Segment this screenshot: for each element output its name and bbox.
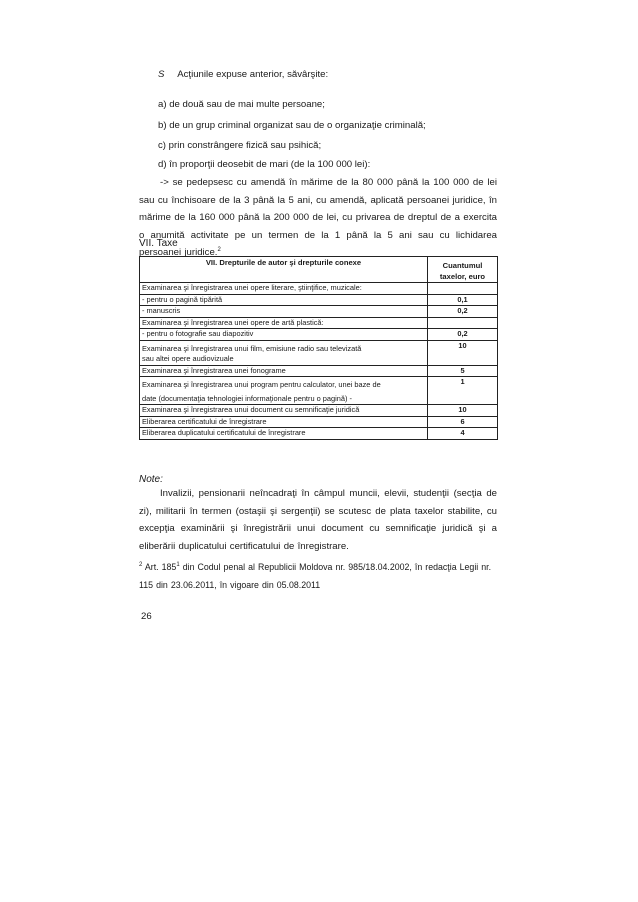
table-header-left: VII. Drepturile de autor şi drepturile conexe [140, 257, 428, 283]
table-row [140, 405, 498, 417]
taxes-table [139, 256, 498, 440]
table-row [140, 306, 498, 318]
penalty-paragraph [139, 174, 497, 262]
table-row [140, 416, 498, 428]
table-header-right-line1: Cuantumul [442, 261, 483, 270]
footnote-part1: Art. 185 [144, 562, 177, 572]
table-row [140, 340, 498, 365]
table-row [140, 329, 498, 341]
table-header-right [428, 257, 498, 283]
notes-paragraph: Invalizii, pensionarii neîncadraţi în câmpul muncii, elevii, studenţii (secţia de zi), militarii în termen (ostaşii şi sergenţii) se scutesc de plata taxelor stabilite, cu excepţia examinării şi înregistrării unui document cu semnificaţie juridică şi a eliberării duplicatului certificatului de înregistrare. [139, 488, 497, 552]
table-row [140, 377, 498, 405]
row-value: 4 [428, 428, 498, 440]
row-value: 0,2 [428, 306, 498, 318]
section-title: VII. Taxe [139, 238, 178, 249]
table-row [140, 283, 498, 295]
table-row [140, 294, 498, 306]
row-label: Eliberarea duplicatului certificatului de înregistrare [140, 428, 428, 440]
footnote [139, 558, 497, 594]
row-label: - pentru o pagină tipărită [140, 294, 428, 306]
row-value: 1 [428, 377, 498, 405]
row-value: 0,2 [428, 329, 498, 341]
row-value [428, 317, 498, 329]
table-header-row [140, 257, 498, 283]
offense-item-d: d) în proporţii deosebit de mari (de la 100 000 lei): [158, 159, 371, 170]
page-number: 26 [141, 611, 152, 622]
row-label-line2: date (documentaţia tehnologiei informaţionale pentru o pagină) - [142, 393, 352, 403]
offense-item-a: a) de două sau de mai multe persoane; [158, 99, 325, 110]
row-value: 6 [428, 416, 498, 428]
row-value [428, 283, 498, 295]
row-label: Examinarea şi înregistrarea unui document cu semnificaţie juridică [140, 405, 428, 417]
row-label [140, 340, 428, 365]
table-row [140, 317, 498, 329]
row-label: - manuscris [140, 306, 428, 318]
offense-heading-letter: S [158, 69, 165, 80]
row-label-line1: Examinarea şi înregistrarea unui program pentru calculator, unei baze de [142, 380, 381, 389]
row-value: 0,1 [428, 294, 498, 306]
row-label [140, 377, 428, 405]
row-label: Examinarea şi înregistrarea unei opere literare, ştiinţifice, muzicale: [140, 283, 428, 295]
row-value: 10 [428, 405, 498, 417]
table-row [140, 428, 498, 440]
offense-heading [158, 69, 328, 81]
penalty-text: -> se pedepsesc cu amendă în mărime de la 80 000 până la 100 000 de lei sau cu închisoare de la 3 până la 5 ani, cu amendă, aplicată persoanei juridice, în mărime de la 160 000 până la 200 000 de lei, cu privarea de dreptul de a exercita o anumită activitate pe un termen de la 1 până la 5 ani sau cu lichidarea persoanei juridice. [139, 177, 497, 258]
footnote-part2: din Codul penal al Republicii Moldova nr. 985/18.04.2002, în redacţia Legii nr. 115 din 23.06.2011, în vigoare din 05.08.2011 [139, 562, 492, 590]
row-value: 5 [428, 365, 498, 377]
offense-item-c: c) prin constrângere fizică sau psihică; [158, 140, 322, 151]
row-label-line2: sau altei opere audiovizuale [142, 354, 234, 363]
footnote-sup: 1 [176, 562, 180, 569]
offense-heading-text: Acţiunile expuse anterior, săvârşite: [177, 69, 329, 80]
row-label: - pentru o fotografie sau diapozitiv [140, 329, 428, 341]
footnote-ref: 2 [217, 246, 221, 253]
notes-title: Note: [139, 474, 163, 485]
table-header-right-line2: taxelor, euro [439, 271, 486, 281]
row-value: 10 [428, 340, 498, 365]
table-row [140, 365, 498, 377]
offense-item-b: b) de un grup criminal organizat sau de o organizaţie criminală; [158, 120, 426, 131]
row-label: Examinarea şi înregistrarea unei fonograme [140, 365, 428, 377]
row-label-line1: Examinarea şi înregistrarea unui film, emisiune radio sau televizată [142, 343, 362, 353]
footnote-number: 2 [139, 562, 143, 569]
row-label: Examinarea şi înregistrarea unei opere de artă plastică: [140, 317, 428, 329]
row-label: Eliberarea certificatului de înregistrare [140, 416, 428, 428]
